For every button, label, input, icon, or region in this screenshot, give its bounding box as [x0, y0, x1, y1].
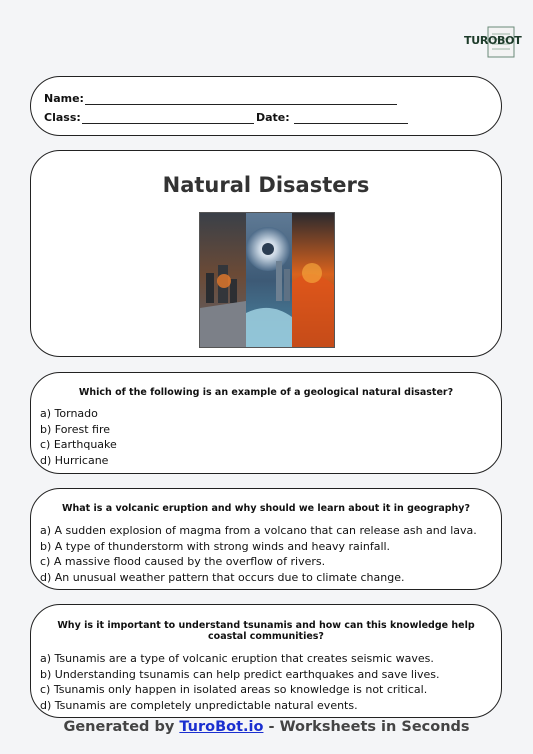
question-1-options — [40, 406, 495, 468]
question-card-2 — [30, 488, 502, 590]
q2-option-c[interactable]: c) A massive flood caused by the overflow of rivers. — [40, 555, 326, 568]
class-field[interactable] — [44, 111, 254, 124]
question-3-options — [40, 651, 495, 713]
footer — [0, 719, 533, 735]
q2-option-a[interactable]: a) A sudden explosion of magma from a volcano that can release ash and lava. — [40, 524, 477, 537]
question-1-text: Which of the following is an example of a geological natural disaster? — [78, 387, 454, 398]
turobot-logo — [462, 24, 522, 60]
q2-option-d[interactable]: d) An unusual weather pattern that occurs due to climate change. — [40, 570, 405, 584]
question-2-text: What is a volcanic eruption and why should we learn about it in geography? — [62, 503, 470, 514]
title-card — [30, 150, 502, 357]
footer-suffix: - Worksheets in Seconds — [263, 719, 470, 735]
question-card-3 — [30, 604, 502, 718]
natural-disasters-image — [199, 212, 335, 348]
footer-prefix: Generated by — [63, 719, 180, 735]
q3-option-a[interactable]: a) Tsunamis are a type of volcanic eruption that creates seismic waves. — [40, 652, 434, 665]
q1-option-c[interactable]: c) Earthquake — [40, 438, 117, 451]
disaster-collage-illustration — [200, 213, 335, 348]
worksheet-title: Natural Disasters — [162, 173, 370, 197]
date-field[interactable] — [256, 111, 408, 124]
question-3-text: Why is it important to understand tsunamis and how can this knowledge help coastal communities? — [57, 620, 475, 642]
q3-option-b[interactable]: b) Understanding tsunamis can help predict earthquakes and save lives. — [40, 667, 440, 681]
logo-text: TUROBOT — [464, 34, 522, 47]
q2-option-b[interactable]: b) A type of thunderstorm with strong winds and heavy rainfall. — [40, 539, 391, 553]
q3-option-c[interactable]: c) Tsunamis only happen in isolated areas so knowledge is not critical. — [40, 683, 428, 696]
name-field[interactable] — [44, 92, 397, 105]
question-card-1 — [30, 372, 502, 474]
date-label: Date: — [256, 111, 290, 124]
q1-option-d[interactable]: d) Hurricane — [40, 453, 109, 467]
q3-option-d[interactable]: d) Tsunamis are completely unpredictable natural events. — [40, 698, 358, 712]
class-line — [82, 112, 254, 124]
name-line — [85, 93, 397, 105]
student-info-box — [30, 76, 502, 136]
turobot-link[interactable]: TuroBot.io — [179, 719, 264, 735]
date-line — [294, 112, 408, 124]
class-label: Class: — [44, 111, 81, 124]
q1-option-a[interactable]: a) Tornado — [40, 407, 98, 420]
question-2-options — [40, 523, 495, 585]
q1-option-b[interactable]: b) Forest fire — [40, 422, 111, 436]
name-label: Name: — [44, 92, 84, 105]
